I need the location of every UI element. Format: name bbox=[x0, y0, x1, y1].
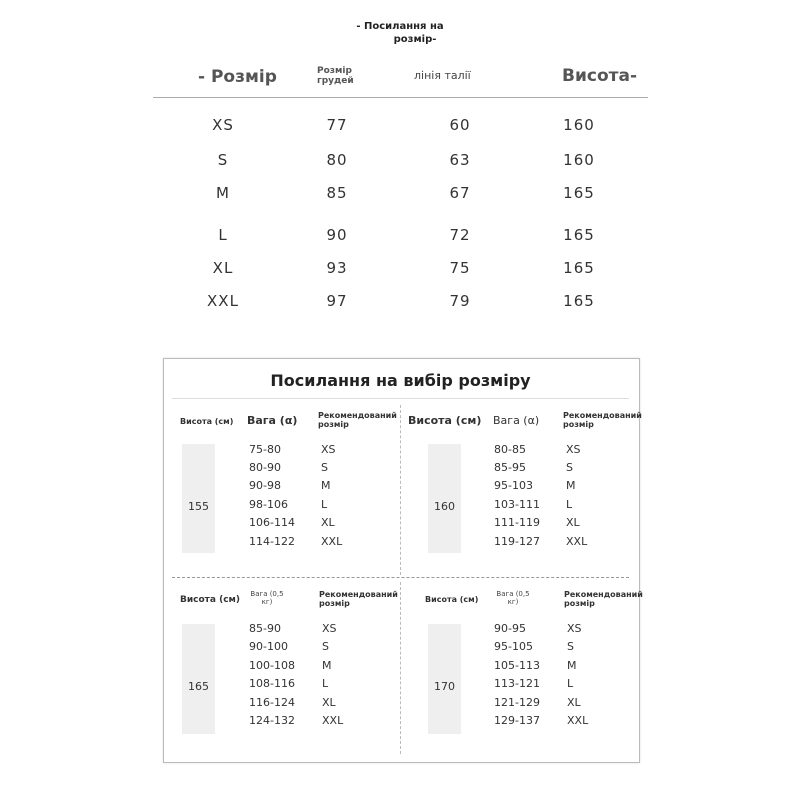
recommended-size: L bbox=[567, 677, 574, 690]
header-waist: лінія талії bbox=[414, 69, 471, 82]
recommended-size: XL bbox=[321, 516, 335, 529]
cell-size: M bbox=[216, 184, 230, 202]
recommended-size-line-1: Рекомендований bbox=[563, 411, 642, 420]
header-rule bbox=[153, 97, 648, 98]
weight-range: 90-95 bbox=[494, 622, 526, 635]
recommended-size: XS bbox=[322, 622, 337, 635]
weight-range: 103-111 bbox=[494, 498, 540, 511]
recommended-size: L bbox=[322, 677, 329, 690]
quadrant-divider-vertical-bottom bbox=[400, 582, 401, 754]
recommended-size-header bbox=[318, 411, 397, 429]
recommended-size: XXL bbox=[321, 535, 343, 548]
weight-range: 129-137 bbox=[494, 714, 540, 727]
page-caption bbox=[0, 20, 800, 46]
caption-line-2: розмір- bbox=[393, 34, 437, 45]
cell-waist: 60 bbox=[449, 116, 471, 134]
header-chest-line-1: Розмір bbox=[317, 66, 352, 76]
cell-waist: 63 bbox=[449, 151, 471, 169]
height-value: 165 bbox=[188, 680, 209, 693]
weight-header: Вага (α) bbox=[247, 414, 298, 427]
recommended-size-header bbox=[564, 590, 643, 608]
cell-waist: 67 bbox=[449, 184, 471, 202]
height-header: Висота (см) bbox=[180, 417, 234, 426]
size-guide-title-rule bbox=[172, 398, 629, 399]
recommended-size: M bbox=[566, 479, 576, 492]
recommended-size-line-1: Рекомендований bbox=[319, 590, 398, 599]
cell-chest: 90 bbox=[326, 226, 348, 244]
recommended-size: M bbox=[322, 659, 332, 672]
weight-range: 85-95 bbox=[494, 461, 526, 474]
weight-range: 90-100 bbox=[249, 640, 288, 653]
recommended-size: S bbox=[321, 461, 328, 474]
weight-range: 116-124 bbox=[249, 696, 295, 709]
height-value: 155 bbox=[188, 500, 209, 513]
weight-range: 105-113 bbox=[494, 659, 540, 672]
caption-line-1: - Посилання на bbox=[356, 21, 444, 32]
weight-header: Вага (α) bbox=[493, 414, 540, 427]
weight-range: 80-90 bbox=[249, 461, 281, 474]
weight-header bbox=[247, 590, 287, 606]
recommended-size: XS bbox=[566, 443, 581, 456]
cell-chest: 85 bbox=[326, 184, 348, 202]
weight-range: 121-129 bbox=[494, 696, 540, 709]
cell-height: 160 bbox=[563, 116, 595, 134]
cell-size: S bbox=[217, 151, 229, 169]
height-value-box bbox=[182, 444, 215, 553]
recommended-size: S bbox=[566, 461, 573, 474]
cell-waist: 72 bbox=[449, 226, 471, 244]
weight-range: 100-108 bbox=[249, 659, 295, 672]
weight-range: 111-119 bbox=[494, 516, 540, 529]
recommended-size: L bbox=[321, 498, 328, 511]
header-height: Висота- bbox=[562, 66, 638, 86]
recommended-size-header bbox=[319, 590, 398, 608]
cell-chest: 93 bbox=[326, 259, 348, 277]
cell-size: XS bbox=[212, 116, 234, 134]
height-value-box bbox=[428, 444, 461, 553]
recommended-size: M bbox=[567, 659, 577, 672]
cell-height: 160 bbox=[563, 151, 595, 169]
recommended-size: XXL bbox=[322, 714, 344, 727]
weight-range: 108-116 bbox=[249, 677, 295, 690]
weight-range: 98-106 bbox=[249, 498, 288, 511]
weight-range: 75-80 bbox=[249, 443, 281, 456]
cell-height: 165 bbox=[563, 292, 595, 310]
height-header: Висота (см) bbox=[425, 595, 479, 604]
weight-range: 90-98 bbox=[249, 479, 281, 492]
height-header: Висота (см) bbox=[408, 414, 482, 427]
header-chest-line-2: грудей bbox=[317, 76, 354, 86]
cell-chest: 80 bbox=[326, 151, 348, 169]
cell-waist: 79 bbox=[449, 292, 471, 310]
cell-chest: 97 bbox=[326, 292, 348, 310]
header-size: - Розмір bbox=[198, 67, 277, 87]
recommended-size-line-1: Рекомендований bbox=[564, 590, 643, 599]
recommended-size: XS bbox=[321, 443, 336, 456]
recommended-size-line-2: розмір bbox=[318, 420, 349, 429]
cell-height: 165 bbox=[563, 259, 595, 277]
recommended-size: M bbox=[321, 479, 331, 492]
weight-range: 95-103 bbox=[494, 479, 533, 492]
recommended-size: XL bbox=[566, 516, 580, 529]
cell-height: 165 bbox=[563, 226, 595, 244]
weight-range: 113-121 bbox=[494, 677, 540, 690]
recommended-size: XXL bbox=[566, 535, 588, 548]
recommended-size-line-2: розмір bbox=[564, 599, 595, 608]
weight-header-line-1: Вага (0,5 bbox=[496, 590, 530, 598]
recommended-size: L bbox=[566, 498, 573, 511]
height-value-box bbox=[428, 624, 461, 734]
cell-size: XL bbox=[212, 259, 234, 277]
height-value: 170 bbox=[434, 680, 455, 693]
cell-height: 165 bbox=[563, 184, 595, 202]
header-chest bbox=[317, 66, 354, 86]
weight-range: 114-122 bbox=[249, 535, 295, 548]
height-header: Висота (см) bbox=[180, 595, 241, 605]
weight-range: 80-85 bbox=[494, 443, 526, 456]
recommended-size: S bbox=[322, 640, 329, 653]
height-value: 160 bbox=[434, 500, 455, 513]
recommended-size: S bbox=[567, 640, 574, 653]
weight-range: 106-114 bbox=[249, 516, 295, 529]
weight-header-line-1: Вага (0,5 bbox=[250, 590, 284, 598]
height-value-box bbox=[182, 624, 215, 734]
weight-range: 119-127 bbox=[494, 535, 540, 548]
recommended-size: XL bbox=[322, 696, 336, 709]
cell-chest: 77 bbox=[326, 116, 348, 134]
recommended-size-line-1: Рекомендований bbox=[318, 411, 397, 420]
weight-header-line-2: кг) bbox=[261, 598, 273, 606]
size-guide-title: Посилання на вибір розміру bbox=[270, 371, 531, 390]
recommended-size-line-2: розмір bbox=[319, 599, 350, 608]
recommended-size: XS bbox=[567, 622, 582, 635]
weight-range: 95-105 bbox=[494, 640, 533, 653]
weight-range: 124-132 bbox=[249, 714, 295, 727]
weight-header bbox=[493, 590, 533, 606]
quadrant-divider-horizontal bbox=[172, 577, 629, 578]
cell-waist: 75 bbox=[449, 259, 471, 277]
weight-range: 85-90 bbox=[249, 622, 281, 635]
cell-size: L bbox=[218, 226, 228, 244]
recommended-size-header bbox=[563, 411, 642, 429]
recommended-size: XXL bbox=[567, 714, 589, 727]
weight-header-line-2: кг) bbox=[507, 598, 519, 606]
recommended-size: XL bbox=[567, 696, 581, 709]
recommended-size-line-2: розмір bbox=[563, 420, 594, 429]
cell-size: XXL bbox=[207, 292, 239, 310]
quadrant-divider-vertical-top bbox=[400, 405, 401, 575]
